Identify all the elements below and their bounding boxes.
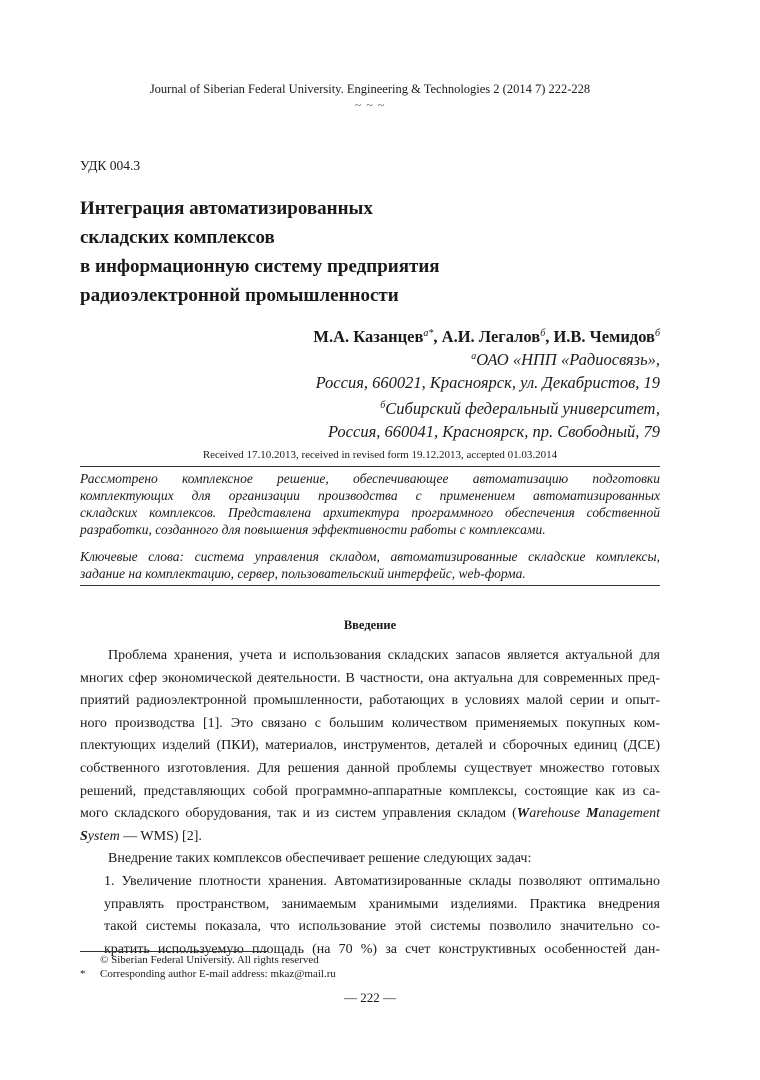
abstract-top-rule	[80, 466, 660, 467]
body-line: ного производства [1]. Это связано с большим количеством применяемых покупных ком-	[80, 715, 660, 731]
keywords-line: задание на комплектацию, сервер, пользовательский интерфейс, web-форма.	[80, 566, 526, 581]
footnote-copyright	[80, 954, 319, 966]
page-number: — 222 —	[344, 990, 396, 1005]
footnote-mark: *	[80, 968, 86, 980]
body-line: собственного изготовления. Для решения данной проблемы существует множество готовых	[80, 760, 660, 776]
body-italic-run: anagement	[598, 806, 660, 822]
footnote-text: © Siberian Federal University. All rights reserved	[100, 954, 319, 966]
affil-text: ОАО «НПП «Радиосвязь»,	[476, 350, 660, 369]
affiliation-line: Россия, 660021, Красноярск, ул. Декабристов, 19	[315, 373, 660, 392]
udk-code: УДК 004.3	[80, 158, 141, 173]
body-line: плектующих изделий (ПКИ), материалов, инструментов, деталей и сборочных единиц (ДСЕ)	[80, 738, 660, 754]
abstract-bottom-rule	[80, 585, 660, 586]
author-affil-mark: б	[540, 328, 546, 339]
body-line	[80, 826, 660, 849]
abstract-line: разработки, созданного для повышения эффективности работы с комплексами.	[80, 522, 546, 537]
keywords	[80, 548, 660, 582]
affiliation-line: Россия, 660041, Красноярск, пр. Свободный, 79	[327, 422, 660, 441]
body-line	[80, 803, 660, 826]
body-line: решений, представляющих собой программно-аппаратные комплексы, состоящие как из са-	[80, 783, 660, 799]
keywords-line: Ключевые слова: система управления складом, автоматизированные складские комплексы,	[80, 549, 660, 564]
body-italic-run: ystem	[87, 828, 120, 844]
author-name: , И.В. Чемидов	[545, 327, 655, 346]
header-ornament: ~ ~ ~	[354, 98, 386, 112]
body-line: Проблема хранения, учета и использования складских запасов является актуальной для	[108, 648, 660, 663]
author-name: , А.И. Легалов	[433, 327, 541, 346]
author-affil-mark: б	[654, 328, 660, 339]
footnote-corresponding	[80, 968, 336, 980]
abstract-line: комплектующих для организации производства с применением автоматизированных	[80, 488, 660, 503]
article-title	[80, 194, 640, 310]
acronym-letter: S	[80, 828, 88, 844]
footnote-text: Corresponding author E-mail address: mkaz@mail.ru	[100, 968, 336, 980]
received-dates: Received 17.10.2013, received in revised form 19.12.2013, accepted 01.03.2014	[202, 449, 558, 461]
body-text-run: мого складского оборудования, так и из систем управления складом (	[80, 806, 517, 822]
title-line: складских комплексов	[80, 227, 275, 248]
body-text-run: — WMS) [2].	[119, 828, 202, 844]
affil-text: Сибирский федеральный университет,	[385, 399, 660, 418]
list-item-line: такой системы показала, что использование этой системы позволило значительно со-	[104, 919, 660, 935]
author-affil-mark: а*	[423, 328, 434, 339]
list-item-line: 1. Увеличение плотности хранения. Автоматизированные склады позволяют оптимально	[104, 873, 660, 889]
affiliation-line	[160, 394, 660, 420]
affil-mark: а	[471, 351, 477, 362]
body-line: Внедрение таких комплексов обеспечивает решение следующих задач:	[108, 851, 532, 867]
list-item-line: кратить используемую площадь (на 70 %) за счет конструктивных особенностей дан-	[104, 941, 660, 957]
title-line: радиоэлектронной промышленности	[80, 285, 399, 306]
affiliation-line	[160, 345, 660, 371]
abstract-line: Рассмотрено комплексное решение, обеспечивающее автоматизацию подготовки	[80, 471, 660, 486]
authors	[160, 327, 660, 347]
affiliations	[160, 345, 660, 443]
body-text	[80, 645, 660, 961]
title-line: в информационную систему предприятия	[80, 256, 440, 277]
abstract-line: складских комплексов. Представлена архитектура программного обеспечения собственной	[80, 505, 660, 520]
list-item-line: управлять пространством, занимаемым хранимыми изделиями. Практика внедрения	[104, 896, 660, 912]
footnote-rule	[80, 951, 268, 952]
affil-mark: б	[380, 400, 386, 411]
body-line: многих сфер экономической деятельности. В частности, она актуальна для современных пред-	[80, 670, 660, 686]
acronym-letter: M	[586, 806, 599, 822]
acronym-letter: W	[516, 806, 530, 822]
body-italic-run: arehouse	[529, 806, 587, 822]
journal-header: Journal of Siberian Federal University. Engineering & Technologies 2 (2014 7) 222-228	[149, 82, 591, 96]
section-heading: Введение	[343, 618, 397, 632]
title-line: Интеграция автоматизированных	[80, 198, 373, 219]
author-name: М.А. Казанцев	[313, 327, 424, 346]
abstract	[80, 470, 660, 538]
body-line: приятий радиоэлектронной промышленности, работающих в условиях малой серии и опыт-	[80, 693, 660, 709]
